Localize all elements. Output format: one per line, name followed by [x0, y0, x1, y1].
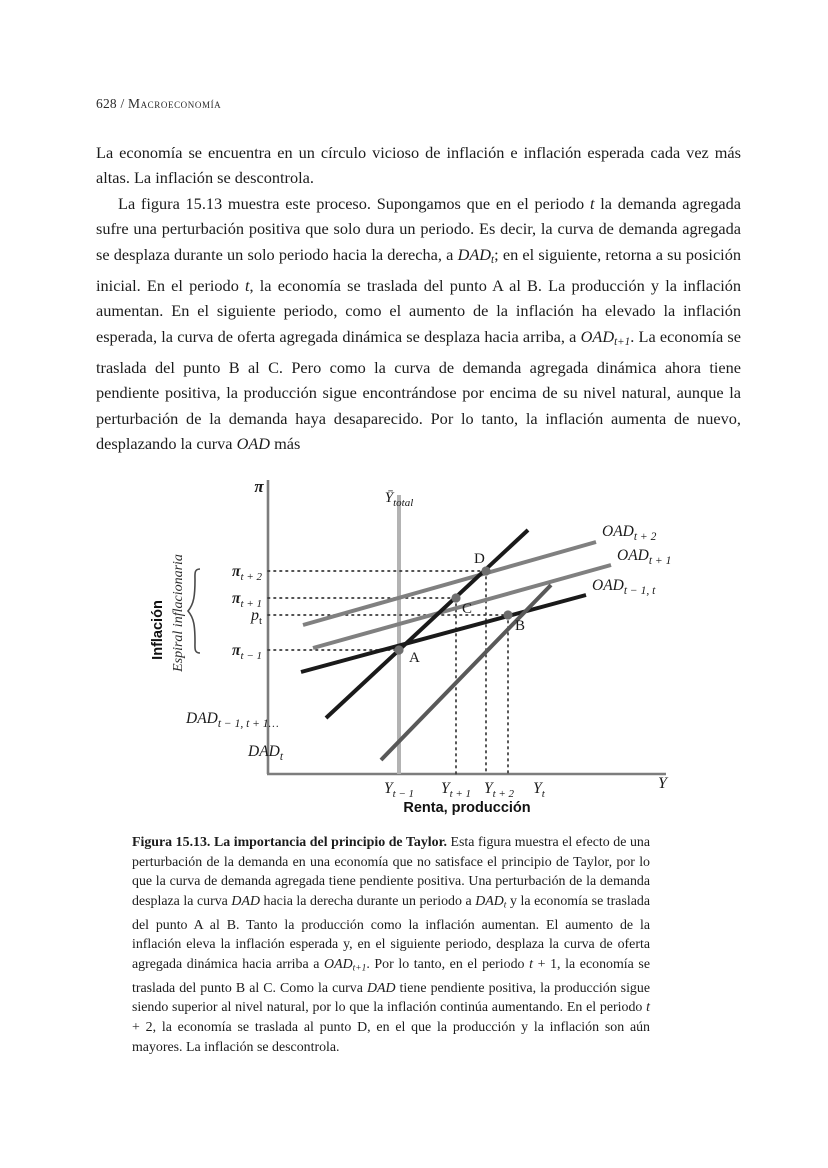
point-marker-d: [481, 566, 490, 575]
x-tick-2-symbol: Y: [483, 780, 493, 797]
curve-dad-t-minus-1-t-plus-1: [326, 530, 528, 718]
x-tick-Y-t-plus-1: [441, 780, 471, 800]
caption-paragraph: [132, 833, 650, 1057]
x-tick-0-symbol: Y: [383, 780, 393, 797]
p2-italic-dad: DAD: [457, 244, 492, 264]
dad-t-name: DAD: [248, 743, 280, 760]
cap-seg-a: Esta figura muestra el efecto de una perturbación de la demanda en una economía que no satisface el principio de Taylor, por lo que la curva de demanda agregada tiene pendiente positiva. Una perturbación de la demanda desplaza la curva: [132, 835, 651, 909]
p2-seg-c: ; en el siguiente, retorna a su posición inicial. En el periodo: [96, 244, 741, 295]
curve-label-oad-t-plus-1: [617, 547, 671, 567]
dad-t-sub: t: [279, 751, 284, 763]
oad-t-plus-2-name: OAD: [602, 523, 634, 540]
x-tick-3-symbol: Y: [533, 780, 542, 797]
dad-t-minus-1-sub: t − 1, t + 1…: [217, 718, 279, 730]
y-tick-3-sub: t − 1: [240, 650, 262, 662]
y-tick-0-sub: t + 2: [240, 571, 262, 583]
oad-t-plus-2-sub: t + 2: [633, 531, 657, 543]
figure-15-13: [96, 470, 741, 815]
book-title: Macroeconomía: [127, 96, 222, 111]
body-text: [96, 140, 741, 456]
oad-t-plus-1-sub: t + 1: [648, 555, 672, 567]
p2-italic-oad2: OAD: [236, 434, 271, 453]
figure-caption: [132, 833, 650, 1057]
y-tick-1-symbol: π: [232, 590, 241, 607]
cap-seg-f: tiene pendiente positiva, la producción sigue siendo superior al nivel natural, por lo que la inflación continúa aumentando. En el periodo: [132, 980, 650, 1016]
curve-label-dad-t: [247, 743, 284, 763]
natural-output-subscript: total: [393, 497, 414, 509]
p2-seg-d: , la economía se traslada del punto A al B. La producción y la inflación aumentan. En el siguiente periodo, como el aumento de la inflación ha elevado la inflación esperada, la curva de oferta agregada dinámica se desplaza hacia arriba, a: [96, 275, 741, 346]
cap-it-t2: t: [646, 1000, 650, 1016]
oad-t-minus-1-t-name: OAD: [592, 577, 624, 594]
curve-label-oad-t-minus-1-t: [592, 577, 656, 597]
y-tick-2-symbol: p: [250, 607, 259, 624]
p2-oad-subscript: t+1: [614, 335, 631, 348]
point-marker-a: [394, 645, 403, 654]
cap-it-dad-3: DAD: [366, 980, 396, 996]
x-tick-2-sub: t + 2: [492, 788, 515, 800]
point-label-d: D: [474, 551, 485, 567]
cap-it-dad-1: DAD: [231, 893, 260, 909]
point-marker-c: [451, 593, 460, 602]
cap-seg-d: . Por lo tanto, en el periodo: [366, 956, 530, 972]
y-tick-2-sub: t: [258, 615, 262, 627]
point-label-a: A: [409, 650, 420, 666]
p2-dad-subscript: t: [491, 253, 495, 266]
natural-output-label: [385, 490, 414, 509]
point-label-c: C: [462, 601, 473, 617]
dad-t-minus-1-name: DAD: [186, 710, 218, 727]
x-axis-title: Renta, producción: [403, 800, 531, 815]
x-tick-1-sub: t + 1: [449, 788, 472, 800]
p2-seg-a: La figura 15.13 muestra este proceso. Supongamos que en el periodo: [118, 193, 590, 213]
point-marker-b: [503, 610, 512, 619]
curve-oad-t-plus-2: [303, 542, 596, 625]
cap-seg-b: hacia la derecha durante un periodo a: [259, 893, 476, 909]
dad-oad-chart: [96, 470, 741, 815]
p2-seg-e: . La economía se traslada del punto B al C. Pero como la curva de demanda agregada dinámica ahora tiene pendiente positiva, la producción sigue encontrándose por encima de su nivel natural, aunque la perturbación de la demanda haya desaparecido. Por lo tanto, la inflación aumenta de nuevo, desplazando la curva: [96, 326, 741, 453]
curve-label-dad-t-minus-1: [185, 710, 279, 730]
oad-t-minus-1-t-sub: t − 1, t: [623, 585, 656, 597]
y-tick-p-t: [250, 607, 262, 627]
point-label-b: B: [515, 618, 526, 634]
natural-output-symbol: Ȳ: [384, 490, 394, 506]
running-head: [96, 96, 221, 112]
cap-it-dad-2: DAD: [475, 893, 504, 909]
paragraph-1: La economía se encuentra en un círculo vicioso de inflación e inflación esperada cada vez más altas. La inflación se descontrola.: [96, 143, 741, 188]
x-tick-Y-t-plus-2: [484, 780, 515, 800]
x-tick-Y-t: [533, 780, 546, 800]
p2-italic-t2: t: [245, 275, 250, 295]
y-tick-1-sub: t + 1: [240, 598, 262, 610]
p2-italic-oad: OAD: [580, 326, 615, 346]
p2-seg-f: más: [270, 434, 301, 453]
page-number: 628: [96, 96, 117, 111]
y-tick-0-symbol: π: [232, 563, 241, 580]
y-tick-pi-t-plus-2: [232, 563, 262, 583]
x-tick-Y-t-minus-1: [384, 780, 414, 800]
x-tick-0-sub: t − 1: [392, 788, 415, 800]
y-axis-title: Inflación: [150, 600, 166, 660]
paragraph-2: [96, 191, 741, 457]
x-axis-symbol: Y: [658, 775, 667, 792]
cap-dad-2-sub: t: [503, 900, 507, 911]
curve-label-oad-t-plus-2: [602, 523, 657, 543]
x-tick-1-symbol: Y: [440, 780, 450, 797]
oad-t-plus-1-name: OAD: [617, 547, 649, 564]
p2-italic-t1: t: [589, 193, 595, 213]
p2-seg-b: la demanda agregada sufre una perturbación positiva que solo dura un periodo. Es decir, la curva de demanda agregada se desplaza durante un solo periodo hacia la derecha, a: [96, 193, 741, 264]
y-tick-pi-t-minus-1: [232, 642, 262, 662]
cap-seg-c: y la economía se traslada del punto A al B. Tanto la producción como la inflación aumentan. El aumento de la inflación eleva la inflación esperada y, en el siguiente periodo, desplaza la curva de oferta agregada dinámica hacia arriba a: [132, 893, 651, 972]
y-tick-3-symbol: π: [232, 642, 241, 659]
y-axis-symbol: π: [254, 477, 264, 496]
running-head-separator: /: [120, 96, 125, 111]
cap-seg-g: + 2, la economía se traslada al punto D, en el que la producción y la inflación son aún mayores. La inflación se descontrola.: [132, 1020, 650, 1055]
x-tick-3-sub: t: [541, 788, 545, 800]
cap-it-t1: t: [529, 956, 533, 972]
inflation-spiral-brace: [188, 569, 200, 653]
cap-seg-e: + 1, la economía se traslada del punto B al C. Como la curva: [132, 956, 650, 996]
caption-figure-label: Figura 15.13. La importancia del principio de Taylor.: [132, 835, 447, 850]
inflation-spiral-label: Espiral inflacionaria: [171, 554, 186, 672]
cap-it-oad-1: OAD: [324, 956, 353, 972]
cap-oad-1-sub: t+1: [352, 963, 367, 974]
